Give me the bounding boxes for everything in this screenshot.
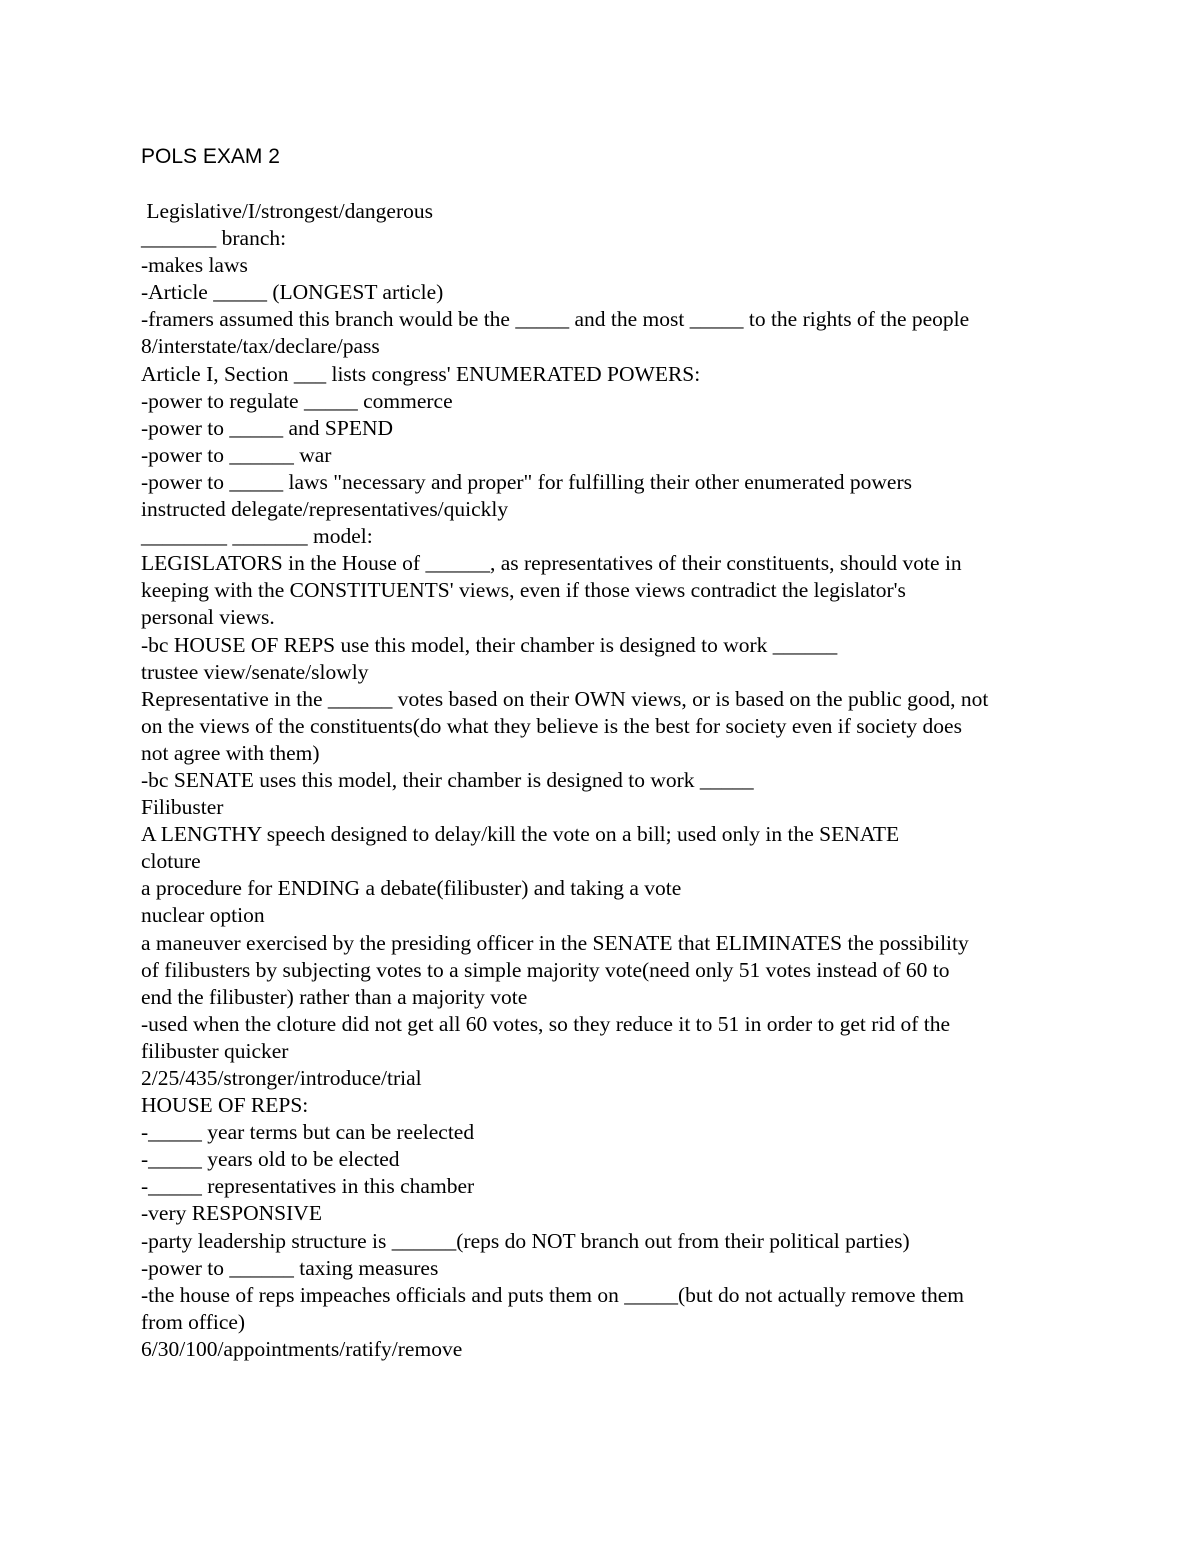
text-line: -framers assumed this branch would be the _____ and the most _____ to the rights of the people	[141, 307, 970, 332]
text-line: 6/30/100/appointments/ratify/remove	[141, 1336, 463, 1361]
text-line: instructed delegate/representatives/quickly	[141, 497, 509, 522]
text-line: keeping with the CONSTITUENTS' views, even if those views contradict the legislator's	[141, 578, 906, 603]
text-line: -Article _____ (LONGEST article)	[141, 280, 444, 305]
text-line: cloture	[141, 849, 201, 874]
text-line: LEGISLATORS in the House of ______, as representatives of their constituents, should vote in	[141, 551, 962, 576]
text-line: ________ _______ model:	[141, 524, 373, 549]
document-body	[141, 198, 1071, 1363]
text-line: not agree with them)	[141, 740, 320, 765]
text-line: -_____ representatives in this chamber	[141, 1174, 475, 1199]
text-line: -bc HOUSE OF REPS use this model, their chamber is designed to work ______	[141, 632, 838, 657]
text-line: nuclear option	[141, 903, 265, 928]
text-line: HOUSE OF REPS:	[141, 1093, 309, 1118]
text-line: -power to ______ taxing measures	[141, 1255, 439, 1280]
text-line: -_____ years old to be elected	[141, 1147, 400, 1172]
text-line: Legislative/I/strongest/dangerous	[141, 199, 433, 223]
text-line: -bc SENATE uses this model, their chamber is designed to work _____	[141, 767, 754, 792]
text-line: -used when the cloture did not get all 60 votes, so they reduce it to 51 in order to get rid of the	[141, 1011, 951, 1036]
text-line: 2/25/435/stronger/introduce/trial	[141, 1066, 422, 1090]
text-line: -power to _____ laws "necessary and proper" for fulfilling their other enumerated powers	[141, 469, 912, 494]
text-line: on the views of the constituents(do what they believe is the best for society even if society does	[141, 713, 962, 738]
text-line: -power to _____ and SPEND	[141, 415, 394, 440]
text-line: 8/interstate/tax/declare/pass	[141, 334, 380, 359]
text-line: Article I, Section ___ lists congress' ENUMERATED POWERS:	[141, 361, 701, 386]
text-line: -power to regulate _____ commerce	[141, 388, 453, 413]
text-line: a procedure for ENDING a debate(filibuster) and taking a vote	[141, 876, 682, 901]
text-line: filibuster quicker	[141, 1038, 289, 1063]
text-line: -very RESPONSIVE	[141, 1201, 322, 1226]
text-line: from office)	[141, 1309, 246, 1334]
text-line: Filibuster	[141, 795, 224, 820]
text-line: _______ branch:	[141, 226, 287, 251]
text-line: of filibusters by subjecting votes to a simple majority vote(need only 51 votes instead of 60 to	[141, 957, 950, 982]
text-line: end the filibuster) rather than a majority vote	[141, 984, 528, 1009]
text-line: a maneuver exercised by the presiding officer in the SENATE that ELIMINATES the possibility	[141, 930, 969, 955]
text-line: personal views.	[141, 605, 275, 630]
text-line: -the house of reps impeaches officials and puts them on _____(but do not actually remove them	[141, 1282, 964, 1307]
document-title: POLS EXAM 2	[141, 145, 280, 168]
text-line: -party leadership structure is ______(reps do NOT branch out from their political parties)	[141, 1228, 910, 1253]
text-line: trustee view/senate/slowly	[141, 659, 369, 684]
text-line: -power to ______ war	[141, 442, 332, 467]
text-line: A LENGTHY speech designed to delay/kill the vote on a bill; used only in the SENATE	[141, 822, 900, 847]
text-line: Representative in the ______ votes based on their OWN views, or is based on the public good, not	[141, 686, 989, 711]
text-line: -makes laws	[141, 253, 248, 278]
text-line: -_____ year terms but can be reelected	[141, 1120, 475, 1145]
